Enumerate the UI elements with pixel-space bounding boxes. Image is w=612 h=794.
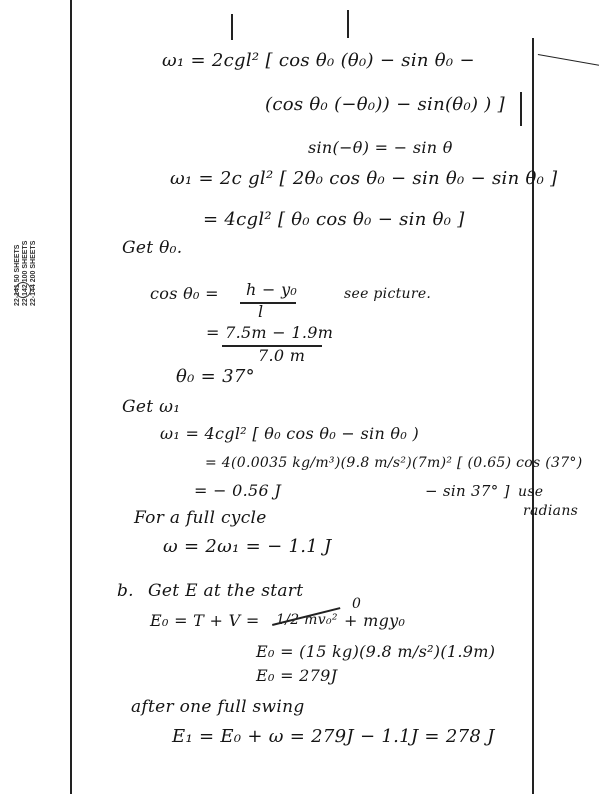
sheet-label-line: 22-142 100 SHEETS (22, 240, 29, 306)
potential-term: + mgy₀ (344, 611, 406, 630)
side-note: see picture. (344, 286, 432, 302)
cos-theta-label: cos θ₀ = (150, 284, 219, 303)
equation-line: ω₁ = 2cgl² [ cos θ₀ (θ₀) − sin θ₀ − (162, 50, 475, 71)
fraction-denominator: 7.0 m (258, 346, 306, 365)
result-line: θ₀ = 37° (176, 366, 255, 387)
substitution-line: E₀ = (15 kg)(9.8 m/s²)(1.9m) (256, 642, 496, 661)
ampad-logo-icon (15, 282, 31, 298)
result-line: ω = 2ω₁ = − 1.1 J (163, 536, 332, 557)
fraction-bar (240, 302, 296, 304)
sheet-label-line: 22-141 50 SHEETS (14, 244, 21, 306)
step-label: Get E at the start (148, 581, 304, 601)
right-margin-rule (532, 38, 534, 794)
top-rule-mark (231, 14, 233, 40)
result-line: E₀ = 279J (256, 666, 338, 685)
step-label: For a full cycle (134, 508, 267, 528)
kinetic-term: 1/2 mv₀² (276, 612, 338, 628)
equation-line: ω₁ = 4cgl² [ θ₀ cos θ₀ − sin θ₀ ) (160, 424, 420, 443)
bracket-mark (520, 92, 522, 126)
step-label: Get θ₀. (122, 238, 183, 258)
equation-line: (cos θ₀ (−θ₀)) − sin(θ₀) ) ] (265, 94, 505, 115)
energy-label: E₀ = T + V = (150, 611, 260, 630)
result-line: E₁ = E₀ + ω = 279J − 1.1J = 278 J (172, 726, 495, 747)
substitution-line: − sin 37° ] (425, 482, 510, 500)
identity-line: sin(−θ) = − sin θ (308, 138, 453, 157)
fraction-denominator: l (258, 302, 264, 321)
sheet-label-line: 22-144 200 SHEETS (30, 240, 37, 306)
fraction-numerator: = 7.5m − 1.9m (206, 323, 334, 342)
top-rule-mark (347, 10, 349, 38)
fraction-numerator: h − y₀ (246, 280, 298, 299)
side-note: use (518, 484, 544, 500)
part-label: b. (117, 581, 134, 601)
step-label: Get ω₁ (122, 397, 181, 417)
corner-stroke (538, 54, 599, 66)
substitution-line: = 4(0.0035 kg/m³)(9.8 m/s²)(7m)² [ (0.65) cos (37°) (205, 455, 583, 471)
left-margin-rule (70, 0, 72, 794)
result-line: = − 0.56 J (194, 481, 282, 500)
zero-mark: 0 (352, 596, 362, 612)
equation-line: = 4cgl² [ θ₀ cos θ₀ − sin θ₀ ] (203, 209, 465, 230)
step-label: after one full swing (131, 697, 305, 717)
side-note: radians (523, 503, 579, 519)
equation-line: ω₁ = 2c gl² [ 2θ₀ cos θ₀ − sin θ₀ − sin θ₀ ] (170, 168, 558, 189)
